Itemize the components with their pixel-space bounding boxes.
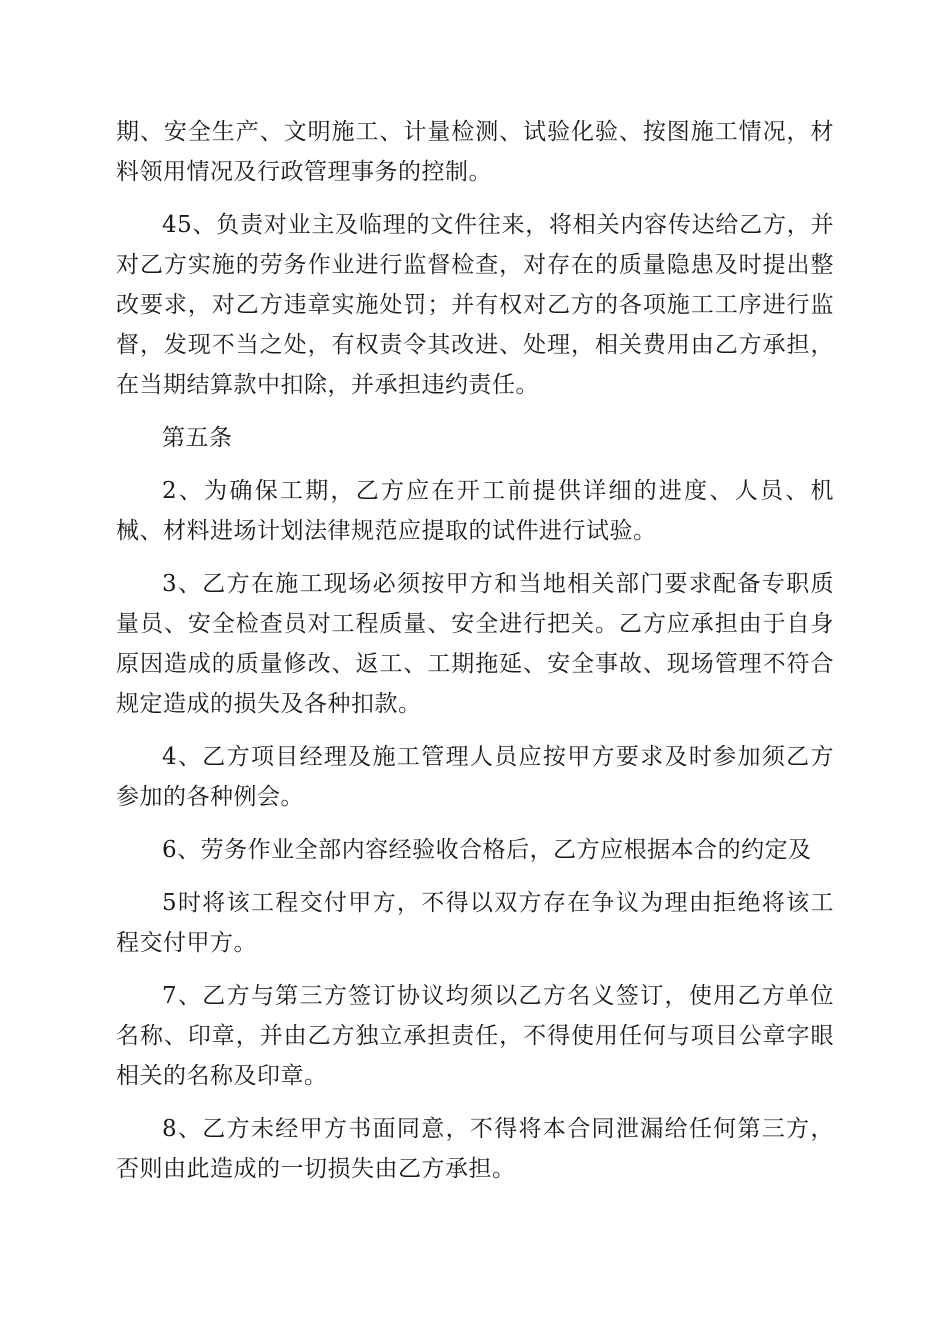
paragraph-clause-3: 3、乙方在施工现场必须按甲方和当地相关部门要求配备专职质量员、安全检查员对工程质量、安全进行把关。乙方应承担由于自身原因造成的质量修改、返工、工期拖延、安全事故、现场管理不符合规定造成的损失及各种扣款。	[116, 571, 834, 717]
section-heading-article-5: 第五条	[162, 425, 233, 451]
paragraph-clause-5-continued: 5时将该工程交付甲方，不得以双方存在争议为理由拒绝将该工程交付甲方。	[116, 890, 834, 956]
paragraph-clause-7: 7、乙方与第三方签订协议均须以乙方名义签订，使用乙方单位名称、印章，并由乙方独立承担责任，不得使用任何与项目公章字眼相关的名称及印章。	[116, 983, 834, 1089]
paragraph-clause-45: 45、负责对业主及临理的文件往来，将相关内容传达给乙方，并对乙方实施的劳务作业进行监督检查，对存在的质量隐患及时提出整改要求，对乙方违章实施处罚；并有权对乙方的各项施工工序进行监督，发现不当之处，有权责令其改进、处理，相关费用由乙方承担，在当期结算款中扣除，并承担违约责任。	[116, 212, 834, 398]
paragraph-clause-8: 8、乙方未经甲方书面同意，不得将本合同泄漏给任何第三方，否则由此造成的一切损失由乙方承担。	[116, 1116, 834, 1182]
paragraph-clause-4: 4、乙方项目经理及施工管理人员应按甲方要求及时参加须乙方参加的各种例会。	[116, 744, 834, 810]
paragraph-clause-2: 2、为确保工期，乙方应在开工前提供详细的进度、人员、机械、材料进场计划法律规范应提取的试件进行试验。	[116, 478, 834, 544]
paragraph-clause-6: 6、劳务作业全部内容经验收合格后，乙方应根据本合的约定及	[162, 837, 812, 863]
document-body	[116, 112, 834, 1202]
paragraph-continuation: 期、安全生产、文明施工、计量检测、试验化验、按图施工情况，材料领用情况及行政管理事务的控制。	[116, 119, 834, 185]
